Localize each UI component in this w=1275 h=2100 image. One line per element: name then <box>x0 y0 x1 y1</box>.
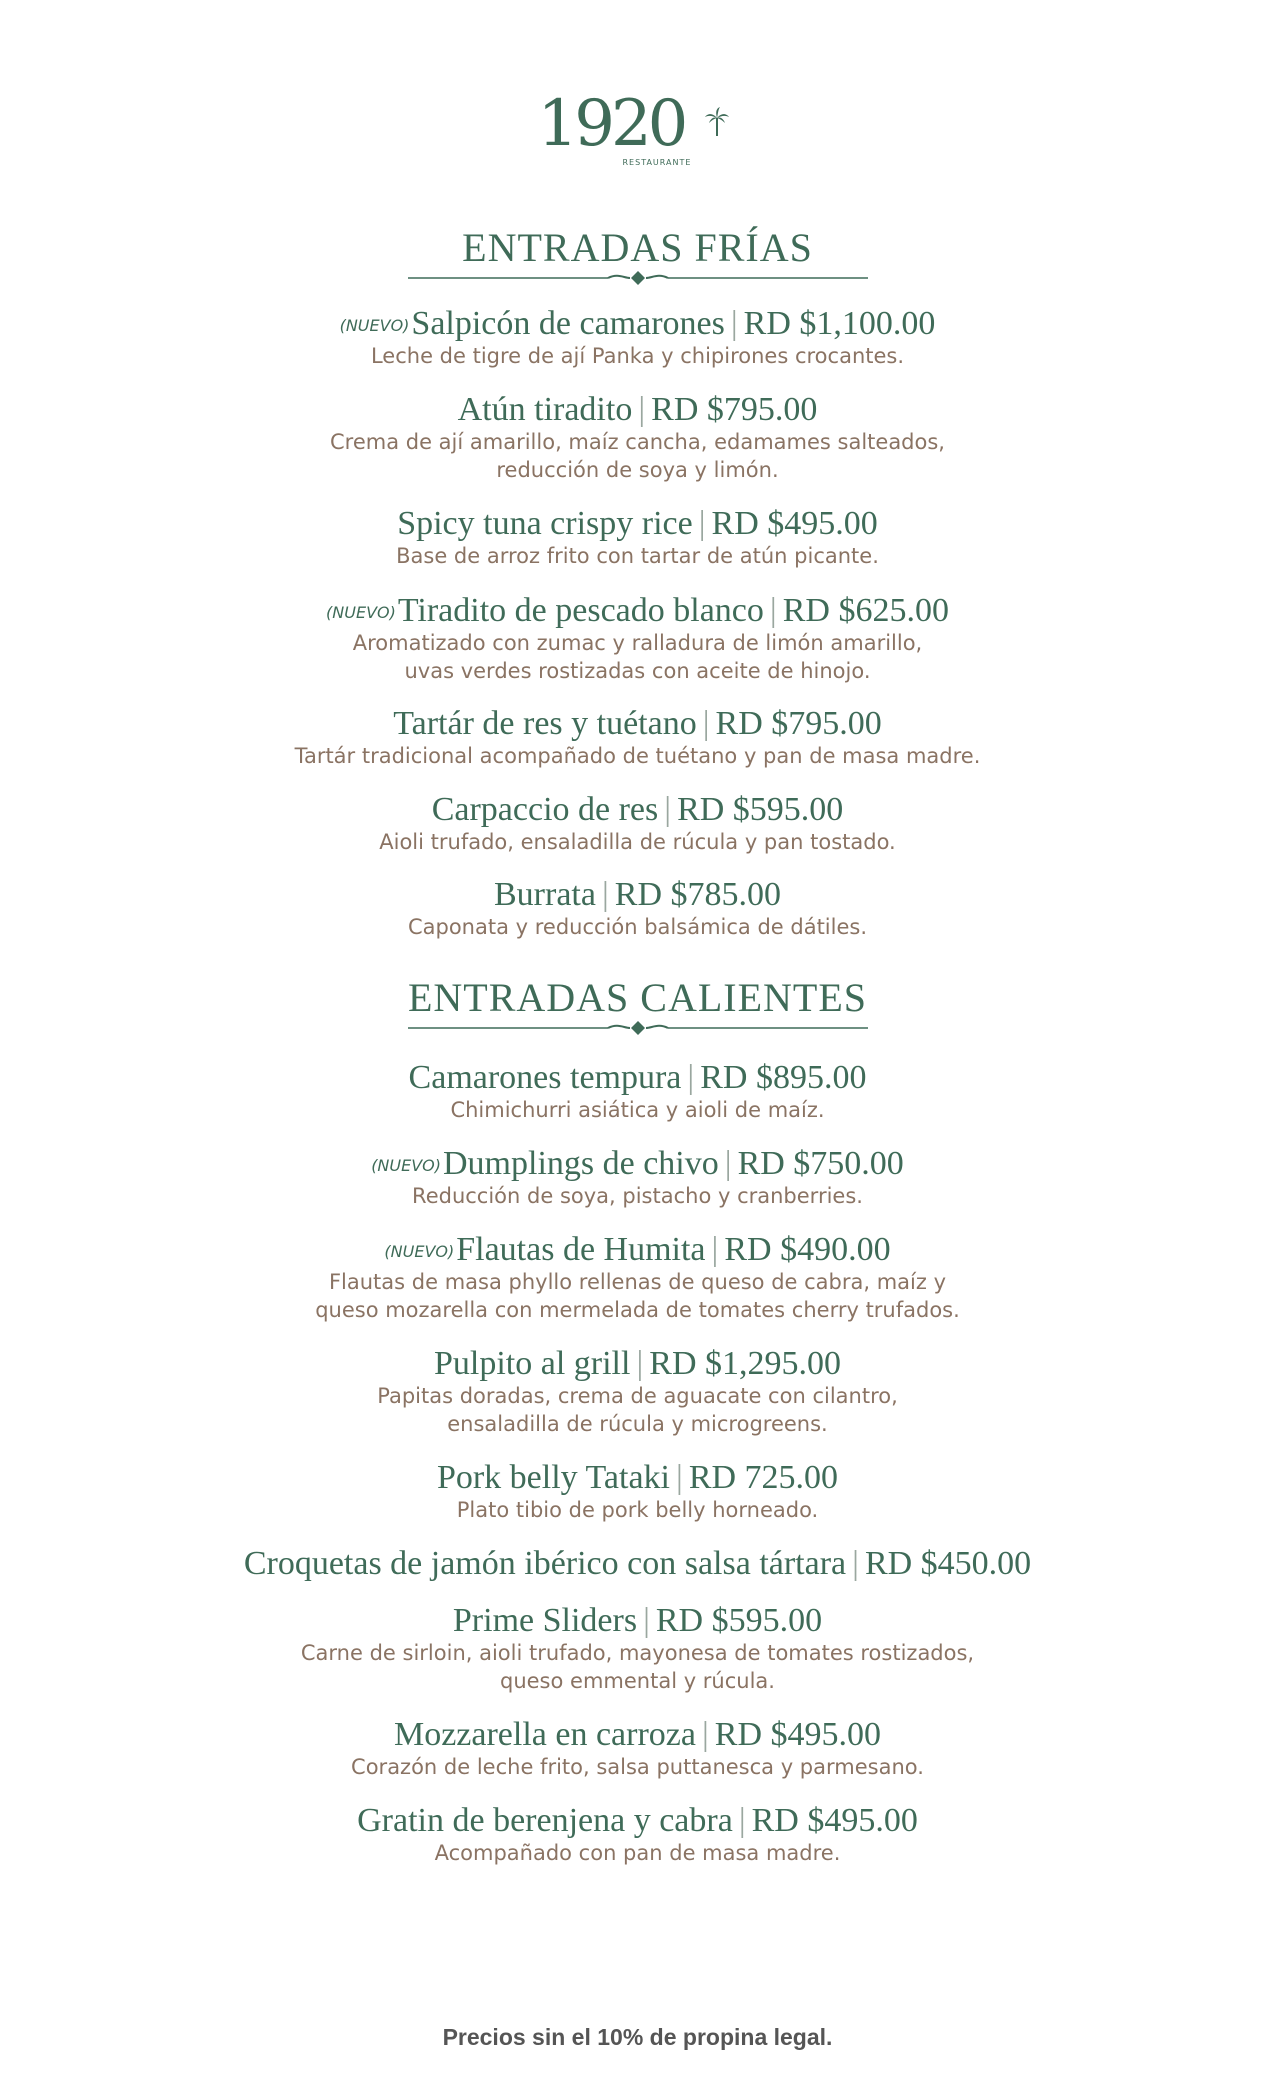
item-price: RD $750.00 <box>737 1145 904 1182</box>
item-name: Mozzarella en carroza <box>393 1716 696 1753</box>
item-name: Carpaccio de res <box>431 791 659 828</box>
item-description: Aioli trufado, ensaladilla de rúcula y pan tostado. <box>379 829 896 854</box>
item-name: Dumplings de chivo <box>443 1145 719 1182</box>
tip-disclaimer: Precios sin el 10% de propina legal. <box>442 2024 833 2050</box>
menu-item: Camarones tempura | RD $895.00 Chimichurri asiática y aioli de maíz. <box>0 1060 1275 1124</box>
menu-item: Gratin de berenjena y cabra | RD $495.00 Acompañado con pan de masa madre. <box>0 1803 1275 1867</box>
item-description: Chimichurri asiática y aioli de maíz. <box>450 1097 825 1122</box>
item-description: queso emmental y rúcula. <box>500 1668 775 1693</box>
section-title-entradas-frias: ENTRADAS FRÍAS <box>0 228 1275 290</box>
item-description: Plato tibio de pork belly horneado. <box>456 1497 819 1522</box>
item-name: Tartár de res y tuétano <box>393 705 697 742</box>
item-description: Tartár tradicional acompañado de tuétano y pan de masa madre. <box>294 743 981 768</box>
new-tag: (NUEVO) <box>384 1242 455 1261</box>
menu-item: (NUEVO)Tiradito de pescado blanco | RD $625.00 Aromatizado con zumac y ralladura de limón amarillo, uvas verdes rostizadas con aceite de hinojo. <box>0 593 1275 685</box>
item-price: RD $490.00 <box>724 1231 891 1268</box>
menu-item: Croquetas de jamón ibérico con salsa tártara | RD $450.00 <box>243 1545 1032 1582</box>
restaurant-logo <box>0 87 1275 186</box>
menu-item: Burrata | RD $785.00 Caponata y reducción balsámica de dátiles. <box>0 877 1275 941</box>
item-name: Gratin de berenjena y cabra <box>357 1802 733 1839</box>
item-description: ensaladilla de rúcula y microgreens. <box>447 1411 828 1436</box>
new-tag: (NUEVO) <box>339 316 410 335</box>
item-description: Leche de tigre de ají Panka y chipirones crocantes. <box>370 343 905 368</box>
item-name: Tiradito de pescado blanco <box>397 592 764 629</box>
ornament-divider <box>408 270 868 290</box>
item-price: RD $785.00 <box>614 876 781 913</box>
new-tag: (NUEVO) <box>371 1156 441 1175</box>
item-name: Burrata <box>494 876 596 913</box>
menu-item: Atún tiradito | RD $795.00 Crema de ají amarillo, maíz cancha, edamames salteados, reducción de soya y limón. <box>0 392 1275 484</box>
menu-item: (NUEVO)Dumplings de chivo | RD $750.00 Reducción de soya, pistacho y cranberries. <box>0 1146 1275 1210</box>
ornament-divider <box>408 1020 868 1040</box>
item-description: Flautas de masa phyllo rellenas de queso de cabra, maíz y <box>328 1269 947 1294</box>
item-name: Flautas de Humita <box>456 1231 706 1268</box>
item-description: Crema de ají amarillo, maíz cancha, edamames salteados, <box>330 429 945 454</box>
item-description: reducción de soya y limón. <box>496 457 779 482</box>
item-name: Camarones tempura <box>408 1059 682 1096</box>
item-price: RD $495.00 <box>751 1802 918 1839</box>
item-name: Croquetas de jamón ibérico con salsa tártara <box>243 1545 847 1582</box>
item-price: RD $595.00 <box>655 1602 823 1639</box>
item-name: Salpicón de camarones <box>411 305 725 342</box>
menu-item: (NUEVO)Flautas de Humita | RD $490.00 Flautas de masa phyllo rellenas de queso de cabra, maíz y queso mozarella con mermelada de tomates cherry trufados. <box>0 1232 1275 1324</box>
logo-subtitle: RESTAURANTE <box>622 158 692 167</box>
item-description: Corazón de leche frito, salsa puttanesca y parmesano. <box>351 1754 924 1779</box>
menu-item: Carpaccio de res | RD $595.00 Aioli trufado, ensaladilla de rúcula y pan tostado. <box>0 792 1275 856</box>
logo-number: 1920 <box>537 87 685 161</box>
item-description: queso mozarella con mermelada de tomates cherry trufados. <box>315 1297 960 1322</box>
item-description: Caponata y reducción balsámica de dátiles. <box>407 914 868 939</box>
item-price: RD $625.00 <box>782 592 949 629</box>
item-name: Spicy tuna crispy rice <box>397 505 693 542</box>
item-name: Pulpito al grill <box>434 1345 631 1382</box>
menu-item: Spicy tuna crispy rice | RD $495.00 Base de arroz frito con tartar de atún picante. <box>0 506 1275 570</box>
menu-item: Prime Sliders | RD $595.00 Carne de sirloin, aioli trufado, mayonesa de tomates rostizados, queso emmental y rúcula. <box>0 1603 1275 1695</box>
item-description: Carne de sirloin, aioli trufado, mayonesa de tomates rostizados, <box>300 1640 975 1665</box>
menu-item: (NUEVO)Salpicón de camarones | RD $1,100.00 Leche de tigre de ají Panka y chipirones crocantes. <box>0 306 1275 370</box>
item-description: Acompañado con pan de masa madre. <box>434 1840 841 1865</box>
menu-item: Pulpito al grill | RD $1,295.00 Papitas doradas, crema de aguacate con cilantro, ensaladilla de rúcula y microgreens. <box>0 1346 1275 1438</box>
item-price: RD $1,295.00 <box>649 1345 841 1382</box>
item-description: uvas verdes rostizadas con aceite de hinojo. <box>404 658 871 683</box>
item-price: RD $795.00 <box>651 391 818 428</box>
item-description: Aromatizado con zumac y ralladura de limón amarillo, <box>352 630 923 655</box>
item-description: Reducción de soya, pistacho y cranberries. <box>412 1183 863 1208</box>
item-price: RD $595.00 <box>677 791 844 828</box>
item-price: RD $495.00 <box>714 1716 882 1753</box>
menu-item: Mozzarella en carroza | RD $495.00 Corazón de leche frito, salsa puttanesca y parmesano. <box>0 1717 1275 1781</box>
item-name: Prime Sliders <box>452 1602 638 1639</box>
item-price: RD $895.00 <box>700 1059 867 1096</box>
item-price: RD $1,100.00 <box>743 305 936 342</box>
item-description: Papitas doradas, crema de aguacate con cilantro, <box>377 1383 898 1408</box>
item-price: RD $495.00 <box>711 505 878 542</box>
palm-tree-icon <box>704 106 730 138</box>
item-price: RD $450.00 <box>864 1545 1032 1582</box>
item-price: RD $795.00 <box>715 705 882 742</box>
item-price: RD 725.00 <box>688 1459 839 1496</box>
new-tag: (NUEVO) <box>326 603 396 622</box>
item-description: Base de arroz frito con tartar de atún picante. <box>396 543 879 568</box>
section-title-entradas-calientes: ENTRADAS CALIENTES <box>0 978 1275 1040</box>
menu-item: Tartár de res y tuétano | RD $795.00 Tartár tradicional acompañado de tuétano y pan de masa madre. <box>0 706 1275 770</box>
menu-item: Pork belly Tataki | RD 725.00 Plato tibio de pork belly horneado. <box>0 1460 1275 1524</box>
item-name: Atún tiradito <box>457 391 633 428</box>
item-name: Pork belly Tataki <box>436 1459 671 1496</box>
